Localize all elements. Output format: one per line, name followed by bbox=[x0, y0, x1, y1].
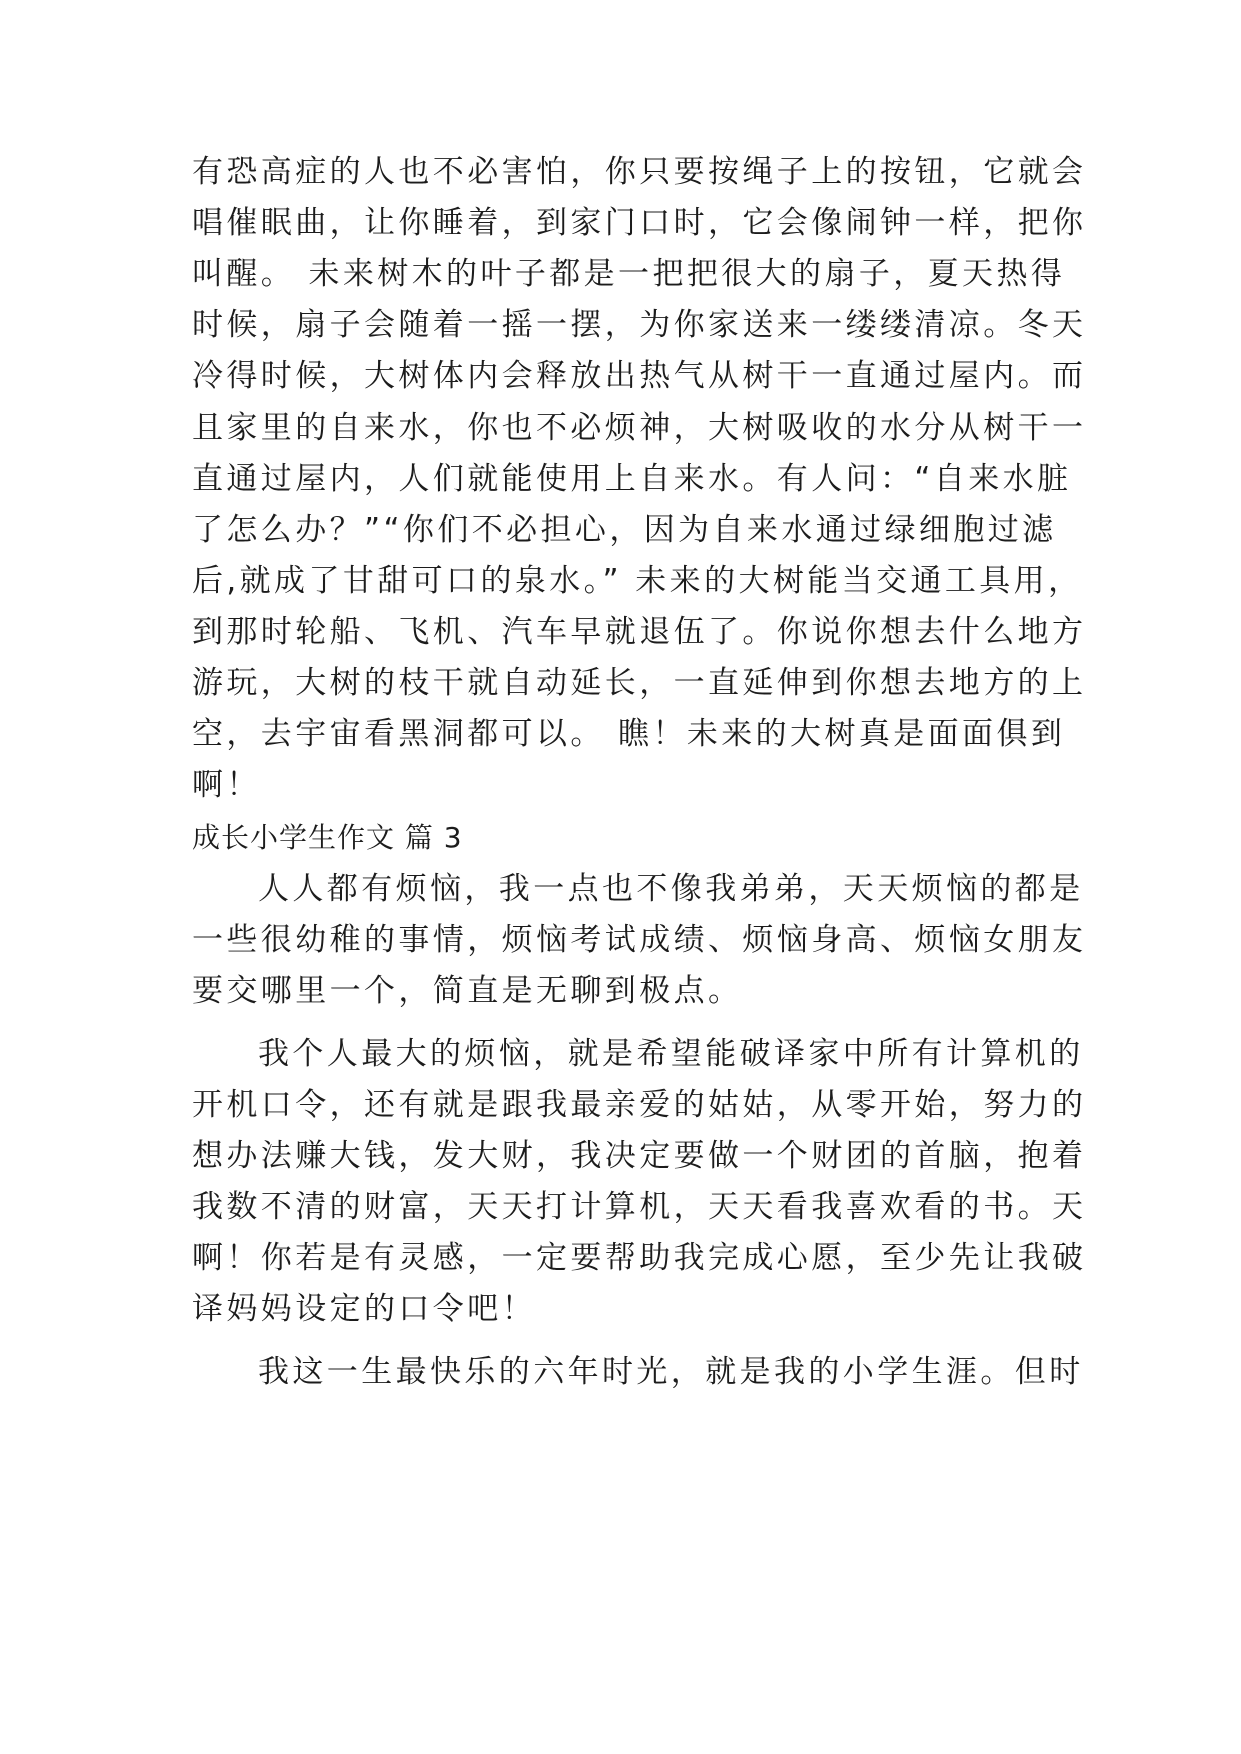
paragraph-line: 我数不清的财富，天天打计算机，天天看我喜欢看的书。天 bbox=[192, 1189, 1087, 1225]
body-text-line: 到那时轮船、飞机、汽车早就退伍了。你说你想去什么地方 bbox=[192, 614, 1087, 650]
paragraph-line: 想办法赚大钱，发大财，我决定要做一个财团的首脑，抱着 bbox=[192, 1138, 1087, 1174]
body-text-line: 有恐高症的人也不必害怕，你只要按绳子上的按钮，它就会 bbox=[192, 154, 1087, 190]
paragraph-line: 要交哪里一个，简直是无聊到极点。 bbox=[192, 973, 743, 1009]
paragraph-line: 啊！你若是有灵感，一定要帮助我完成心愿，至少先让我破 bbox=[192, 1240, 1087, 1276]
body-text-line: 冷得时候，大树体内会释放出热气从树干一直通过屋内。而 bbox=[192, 358, 1087, 394]
paragraph-line: 一些很幼稚的事情，烦恼考试成绩、烦恼身高、烦恼女朋友 bbox=[192, 922, 1087, 958]
body-text-line: 时候，扇子会随着一摇一摆，为你家送来一缕缕清凉。冬天 bbox=[192, 307, 1087, 343]
paragraph-line: 开机口令，还有就是跟我最亲爱的姑姑，从零开始，努力的 bbox=[192, 1087, 1087, 1123]
body-text-line: 游玩，大树的枝干就自动延长，一直延伸到你想去地方的上 bbox=[192, 665, 1087, 701]
body-text-line: 空，去宇宙看黑洞都可以。 瞧！未来的大树真是面面俱到 bbox=[192, 716, 1066, 752]
body-text-line: 且家里的自来水，你也不必烦神，大树吸收的水分从树干一 bbox=[192, 410, 1087, 446]
paragraph-line: 我这一生最快乐的六年时光，就是我的小学生涯。但时 bbox=[258, 1354, 1084, 1390]
body-text-line: 了怎么办？”“你们不必担心，因为自来水通过绿细胞过滤 bbox=[192, 512, 1057, 548]
paragraph-line: 人人都有烦恼，我一点也不像我弟弟，天天烦恼的都是 bbox=[258, 871, 1084, 907]
paragraph-line: 我个人最大的烦恼，就是希望能破译家中所有计算机的 bbox=[258, 1036, 1084, 1072]
body-text-line: 直通过屋内，人们就能使用上自来水。有人问：“自来水脏 bbox=[192, 461, 1072, 497]
body-text-line: 唱催眠曲，让你睡着，到家门口时，它会像闹钟一样，把你 bbox=[192, 205, 1087, 241]
body-text-line: 啊！ bbox=[192, 767, 261, 803]
paragraph-line: 译妈妈设定的口令吧！ bbox=[192, 1291, 536, 1327]
section-heading: 成长小学生作文 篇 3 bbox=[192, 821, 463, 854]
body-text-line: 后,就成了甘甜可口的泉水。” 未来的大树能当交通工具用， bbox=[192, 563, 1083, 599]
body-text-line: 叫醒。 未来树木的叶子都是一把把很大的扇子，夏天热得 bbox=[192, 256, 1066, 292]
